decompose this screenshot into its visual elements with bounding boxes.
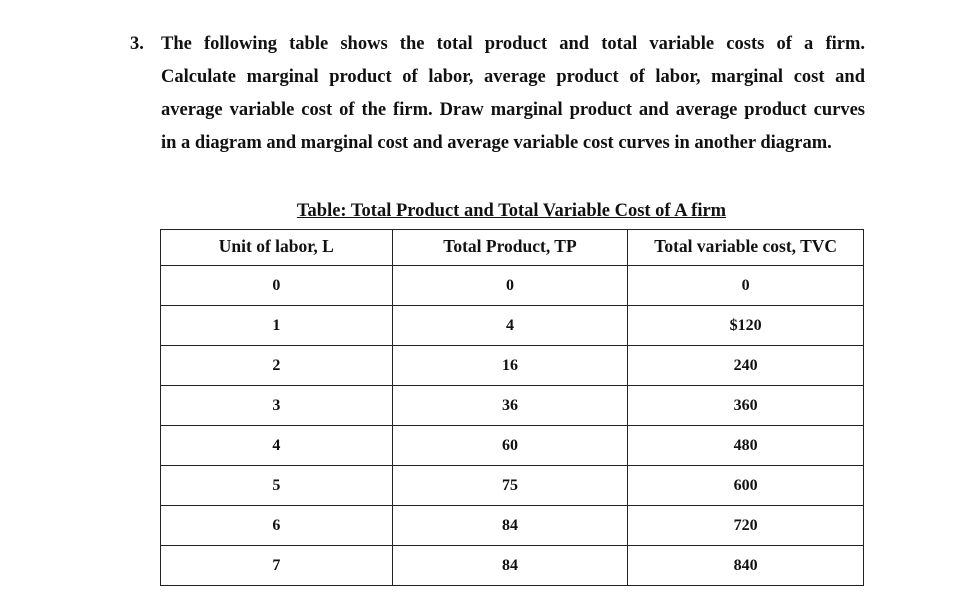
cell-total-product: 60: [392, 426, 628, 466]
cell-total-product: 16: [392, 346, 628, 386]
table-row: [161, 266, 864, 306]
cell-labor: 1: [161, 306, 393, 346]
cell-labor: 3: [161, 386, 393, 426]
question-text-line: The following table shows the total product and total variable costs of a firm.: [161, 34, 865, 54]
cell-labor: 4: [161, 426, 393, 466]
cell-total-product: 75: [392, 466, 628, 506]
cell-total-product: 0: [392, 266, 628, 306]
table-header-row: [161, 230, 864, 266]
cell-total-variable-cost: $120: [628, 306, 864, 346]
cell-total-variable-cost: 600: [628, 466, 864, 506]
cell-total-variable-cost: 840: [628, 546, 864, 586]
cell-total-variable-cost: 720: [628, 506, 864, 546]
question-line-2: Calculate marginal product of labor, average product of labor, marginal cost and: [161, 67, 865, 87]
table-row: [161, 466, 864, 506]
cell-total-variable-cost: 0: [628, 266, 864, 306]
table-row: [161, 346, 864, 386]
data-table: [160, 229, 864, 586]
table-row: [161, 426, 864, 466]
cell-total-product: 84: [392, 546, 628, 586]
cell-total-variable-cost: 240: [628, 346, 864, 386]
table-caption-text: Table: Total Product and Total Variable Cost of A firm: [296, 201, 727, 221]
cell-total-variable-cost: 360: [628, 386, 864, 426]
cell-labor: 7: [161, 546, 393, 586]
question-line-4: in a diagram and marginal cost and average variable cost curves in another diagram.: [161, 133, 832, 153]
cell-total-product: 84: [392, 506, 628, 546]
question-line-3: average variable cost of the firm. Draw marginal product and average product curves: [161, 100, 865, 120]
question-block: [130, 30, 865, 162]
cell-labor: 6: [161, 506, 393, 546]
header-labor: Unit of labor, L: [161, 230, 393, 266]
cell-labor: 2: [161, 346, 393, 386]
cell-total-product: 4: [392, 306, 628, 346]
table-row: [161, 386, 864, 426]
cell-total-product: 36: [392, 386, 628, 426]
header-total-variable-cost: Total variable cost, TVC: [628, 230, 864, 266]
cell-labor: 5: [161, 466, 393, 506]
table-row: [161, 306, 864, 346]
table-row: [161, 506, 864, 546]
question-line-1: [130, 30, 865, 63]
question-number: 3.: [130, 34, 144, 54]
header-total-product: Total Product, TP: [392, 230, 628, 266]
table-caption: [160, 200, 863, 222]
cell-total-variable-cost: 480: [628, 426, 864, 466]
cell-labor: 0: [161, 266, 393, 306]
table-row: [161, 546, 864, 586]
